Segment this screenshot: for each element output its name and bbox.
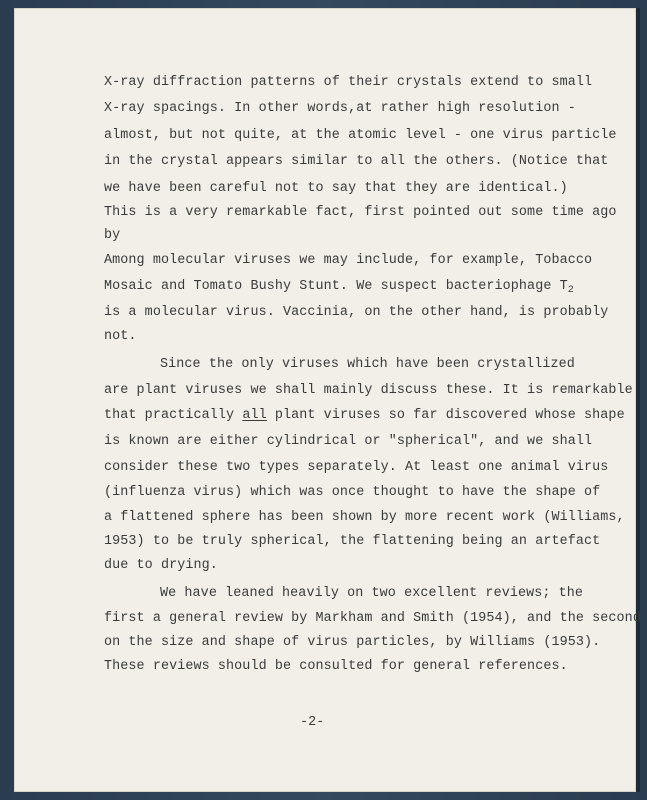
line-22: first a general review by Markham and Smith (1954), and the second — [104, 611, 641, 626]
line-14-start: that practically — [104, 408, 243, 423]
line-8: Among molecular viruses we may include, for example, Tobacco — [104, 253, 593, 268]
line-14-end: plant viruses so far discovered whose shape — [266, 408, 625, 423]
line-13: are plant viruses we shall mainly discuss these. It is remarkable — [104, 383, 633, 398]
line-24: These reviews should be consulted for general references. — [104, 659, 568, 674]
line-6: This is a very remarkable fact, first pointed out some time ago — [104, 205, 617, 220]
line-23: on the size and shape of virus particles, by Williams (1953). — [104, 635, 601, 650]
line-7: by — [104, 228, 121, 243]
line-20: due to drying. — [104, 558, 218, 573]
typed-page — [14, 8, 636, 792]
line-9 — [104, 280, 574, 296]
subscript-2: 2 — [567, 285, 574, 296]
line-4: in the crystal appears similar to all the others. (Notice that — [104, 154, 609, 169]
line-11: not. — [104, 329, 137, 344]
line-15: is known are either cylindrical or "spherical", and we shall — [104, 434, 593, 449]
line-1: X-ray diffraction patterns of their crystals extend to small — [104, 75, 593, 90]
line-10: is a molecular virus. Vaccinia, on the other hand, is probably — [104, 305, 609, 320]
line-2: X-ray spacings. In other words,at rather high resolution - — [104, 101, 576, 116]
line-17: (influenza virus) which was once thought to have the shape of — [104, 485, 601, 500]
line-5: we have been careful not to say that they are identical.) — [104, 181, 568, 196]
line-21: We have leaned heavily on two excellent reviews; the — [160, 586, 584, 601]
page-number: -2- — [300, 715, 325, 730]
page-edge-shadow — [636, 8, 640, 792]
line-16: consider these two types separately. At least one animal virus — [104, 460, 609, 475]
line-9-text: Mosaic and Tomato Bushy Stunt. We suspect bacteriophage T — [104, 279, 568, 294]
line-14 — [104, 409, 625, 422]
line-19: 1953) to be truly spherical, the flattening being an artefact — [104, 534, 601, 549]
line-3: almost, but not quite, at the atomic level - one virus particle — [104, 128, 617, 143]
line-12: Since the only viruses which have been crystallized — [160, 357, 575, 372]
line-18: a flattened sphere has been shown by more recent work (Williams, — [104, 510, 625, 525]
underlined-all: all — [242, 408, 267, 423]
